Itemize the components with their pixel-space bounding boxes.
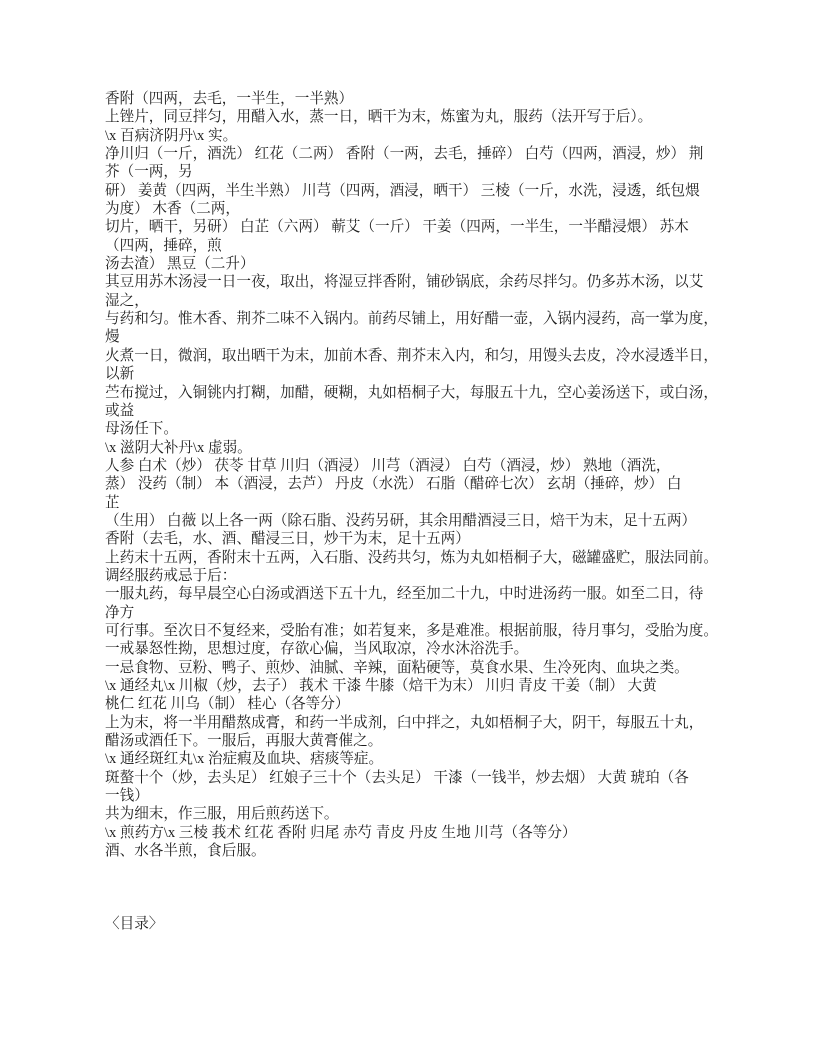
text-line: 母汤任下。 <box>105 421 178 438</box>
text-line: （生用） 白薇 以上各一两（除石脂、没药另研，其余用醋酒浸三日，焙干为末，足十五两） <box>105 512 697 529</box>
text-line: 苎布搅过，入铜铫内打糊，加醋，硬糊，丸如梧桐子大，每服五十九，空心姜汤送下，或白汤， <box>105 384 718 401</box>
text-line: 桃仁 红花 川乌（制） 桂心（各等分） <box>105 696 350 713</box>
text-line: \x 通经丸\x 川椒（炒，去子） 莪术 干漆 牛膝（焙干为末） 川归 青皮 干姜（制） 大黄 <box>105 678 657 694</box>
text-line: （四两，捶碎，煎 <box>105 237 222 254</box>
text-line: 切片，晒干，另研） 白芷（六两） 蕲艾（一斤） 干姜（四两，一半生，一半醋浸煨） 苏木 <box>105 219 689 236</box>
text-line: 上药末十五两，香附末十五两，入石脂、没药共匀，炼为丸如梧桐子大，磁罐盛贮，服法同前。 <box>105 549 718 566</box>
text-line: 一戒暴怒性拗，思想过度，存欲心偏，当风取凉，冷水沐浴洗手。 <box>105 641 529 658</box>
text-line: 上为末，将一半用醋熬成膏，和药一半成剂，臼中拌之，丸如梧桐子大，阴干，每服五十丸， <box>105 714 704 731</box>
text-line: 蒸） 没药（制） 本（酒浸，去芦） 丹皮（水洗） 石脂（醋碎七次） 玄胡（捶碎，炒） 白 <box>105 476 682 493</box>
text-line: 人参 白术（炒） 茯苓 甘草 川归（酒浸） 川芎（酒浸） 白芍（酒浸，炒） 熟地（酒洗， <box>105 457 671 474</box>
text-line: 一服丸药，每早晨空心白汤或酒送下五十九，经至加二十九，中时进汤药一服。如至二日，待 <box>105 586 704 603</box>
toc-marker: 〈目录〉 <box>105 916 164 933</box>
text-line: \x 滋阴大补丹\x 虚弱。 <box>105 439 252 456</box>
text-line: 香附（四两，去毛，一半生，一半熟） <box>105 91 354 107</box>
document-text-block <box>105 90 726 860</box>
text-line: 净方 <box>105 604 135 621</box>
text-line: \x 煎药方\x 三棱 莪术 红花 香附 归尾 赤芍 青皮 丹皮 生地 川芎（各等分） <box>105 824 577 841</box>
text-line: \x 通经斑红丸\x 治症瘕及血块、痞痰等症。 <box>105 751 384 768</box>
text-line: \x 百病济阴丹\x 实。 <box>105 127 238 144</box>
text-line: 与药和匀。惟木香、荆芥二味不入锅内。前药尽铺上，用好醋一壶，入锅内浸药，高一掌为度， <box>105 311 718 328</box>
text-line: 芥（一两，另 <box>105 164 193 181</box>
text-line: 火煮一日，微润，取出晒干为末，加前木香、荆芥末入内，和匀，用馒头去皮，冷水浸透半日， <box>105 347 718 364</box>
text-line: 或益 <box>105 402 135 419</box>
text-line: 可行事。至次日不复经来，受胎有准；如若复来，多是难准。根据前服，待月事匀，受胎为度。 <box>105 622 718 639</box>
text-line: 芷 <box>105 494 120 511</box>
text-line: 香附（去毛，水、酒、醋浸三日，炒干为末，足十五两） <box>105 531 470 548</box>
text-line: 研） 姜黄（四两，半生半熟） 川芎（四两，酒浸，晒干） 三棱（一斤，水洗，浸透，纸包煨 <box>105 182 700 199</box>
text-line: 湿之， <box>105 292 149 309</box>
text-line: 共为细末，作三服，用后煎药送下。 <box>105 806 339 823</box>
text-line: 其豆用苏木汤浸一日一夜，取出，将湿豆拌香附，铺砂锅底，余药尽拌匀。仍多苏木汤，以艾 <box>105 274 704 291</box>
text-line: 调经服药戒忌于后： <box>105 567 237 584</box>
text-line: 熳 <box>105 329 120 346</box>
text-line: 酒、水各半煎，食后服。 <box>105 843 266 860</box>
text-line: 上锉片，同豆拌匀，用醋入水，蒸一日，晒干为末，炼蜜为丸，服药（法开写于后）。 <box>105 109 653 126</box>
text-line: 一钱） <box>105 788 149 805</box>
text-line: 一忌食物、豆粉、鸭子、煎炒、油腻、辛辣，面粘硬等，莫食水果、生冷死肉、血块之类。 <box>105 659 689 676</box>
text-line: 斑螯十个（炒，去头足） 红娘子三十个（去头足） 干漆（一钱半，炒去烟） 大黄 琥珀（各 <box>105 769 689 786</box>
text-line: 为度） 木香（二两， <box>105 201 240 218</box>
text-line: 醋汤或酒任下。一服后，再服大黄膏催之。 <box>105 733 383 750</box>
text-line: 净川归（一斤，酒洗） 红花（二两） 香附（一两，去毛，捶碎） 白芍（四两，酒浸，炒） 荆 <box>105 146 704 163</box>
text-line: 以新 <box>105 366 135 383</box>
text-line: 汤去渣） 黑豆（二升） <box>105 256 255 273</box>
